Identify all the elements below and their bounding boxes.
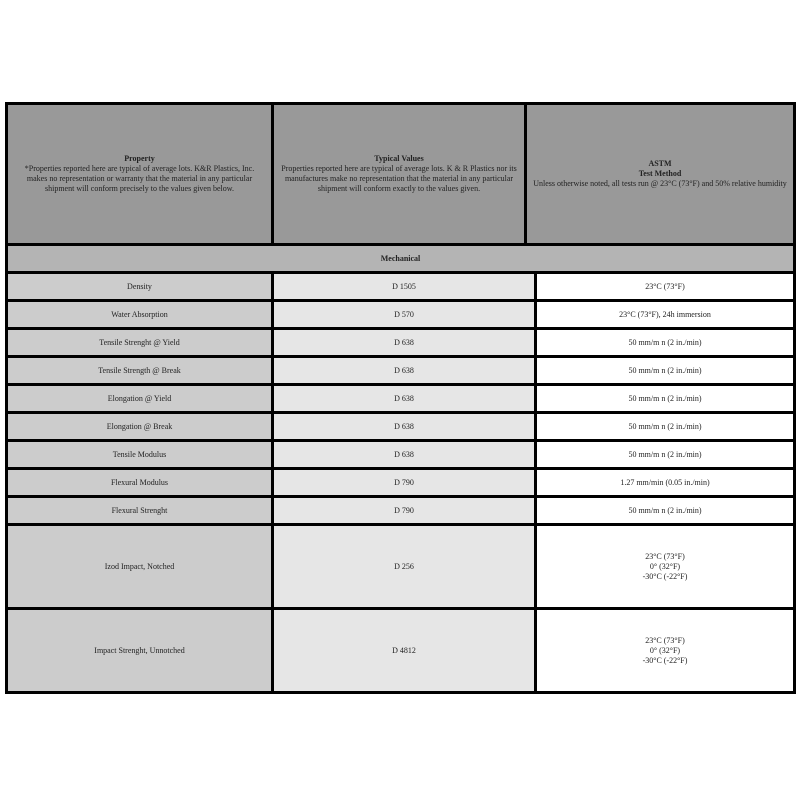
condition-cell bbox=[534, 355, 796, 386]
astm-value: D 256 bbox=[394, 561, 414, 571]
astm-cell bbox=[271, 299, 537, 330]
table-row bbox=[5, 355, 796, 383]
property-label: Elongation @ Yield bbox=[107, 393, 172, 403]
astm-cell bbox=[271, 271, 537, 302]
condition-line: 1.27 mm/min (0.05 in./min) bbox=[620, 477, 710, 487]
condition-line: 0° (32°F) bbox=[649, 645, 681, 655]
astm-value: D 638 bbox=[394, 421, 414, 431]
properties-table bbox=[5, 102, 796, 691]
astm-cell bbox=[271, 607, 537, 694]
property-label: Flexural Strenght bbox=[111, 505, 168, 515]
property-label: Impact Strenght, Unnotched bbox=[94, 645, 185, 655]
table-row bbox=[5, 495, 796, 523]
header-astm-title: ASTM bbox=[648, 159, 672, 168]
property-label: Tensile Modulus bbox=[112, 449, 167, 459]
condition-line: 23°C (73°F) bbox=[645, 635, 685, 645]
property-label: Tensile Strength @ Break bbox=[98, 365, 181, 375]
condition-line: -30°C (-22°F) bbox=[642, 571, 688, 581]
astm-cell bbox=[271, 523, 537, 610]
header-typical-values-note: Properties reported here are typical of average lots. K & R Plastics nor its manufactures make no representation that the material in any particular shipment will conform exactly to the values given. bbox=[281, 164, 517, 193]
property-cell bbox=[5, 467, 274, 498]
header-property-note: *Properties reported here are typical of average lots. K&R Plastics, Inc. makes no representation or warranty that the material in any particular shipment will conform precisely to the values given below. bbox=[24, 164, 255, 193]
header-property-title: Property bbox=[124, 154, 155, 163]
astm-cell bbox=[271, 355, 537, 386]
astm-value: D 1505 bbox=[392, 281, 416, 291]
condition-line: -30°C (-22°F) bbox=[642, 655, 688, 665]
astm-cell bbox=[271, 467, 537, 498]
condition-cell bbox=[534, 607, 796, 694]
astm-cell bbox=[271, 411, 537, 442]
property-cell bbox=[5, 607, 274, 694]
condition-line: 50 mm/m n (2 in./min) bbox=[628, 421, 702, 431]
table-row bbox=[5, 439, 796, 467]
property-label: Izod Impact, Notched bbox=[104, 561, 175, 571]
section-row bbox=[5, 243, 796, 271]
table-row bbox=[5, 467, 796, 495]
astm-cell bbox=[271, 439, 537, 470]
condition-line: 23°C (73°F) bbox=[645, 281, 685, 291]
astm-value: D 638 bbox=[394, 449, 414, 459]
header-astm-note: Unless otherwise noted, all tests run @ 23°C (73°F) and 50% relative humidity bbox=[533, 179, 787, 188]
astm-value: D 638 bbox=[394, 393, 414, 403]
header-typical-values bbox=[271, 102, 527, 246]
table-row bbox=[5, 383, 796, 411]
astm-value: D 570 bbox=[394, 309, 414, 319]
header-property bbox=[5, 102, 274, 246]
property-cell bbox=[5, 439, 274, 470]
table-row bbox=[5, 607, 796, 691]
condition-cell bbox=[534, 439, 796, 470]
table-row bbox=[5, 299, 796, 327]
condition-line: 23°C (73°F), 24h immersion bbox=[619, 309, 711, 319]
condition-cell bbox=[534, 327, 796, 358]
section-mechanical: Mechanical bbox=[5, 243, 796, 274]
table-row bbox=[5, 327, 796, 355]
condition-line: 50 mm/m n (2 in./min) bbox=[628, 449, 702, 459]
property-cell bbox=[5, 495, 274, 526]
astm-value: D 638 bbox=[394, 337, 414, 347]
astm-value: D 4812 bbox=[392, 645, 416, 655]
header-astm-subtitle: Test Method bbox=[638, 169, 682, 178]
property-cell bbox=[5, 299, 274, 330]
property-cell bbox=[5, 327, 274, 358]
astm-cell bbox=[271, 495, 537, 526]
header-typical-values-title: Typical Values bbox=[374, 154, 424, 163]
condition-cell bbox=[534, 271, 796, 302]
property-cell bbox=[5, 411, 274, 442]
property-cell bbox=[5, 523, 274, 610]
condition-cell bbox=[534, 523, 796, 610]
header-row bbox=[5, 102, 796, 243]
property-label: Water Absorption bbox=[111, 309, 168, 319]
condition-line: 50 mm/m n (2 in./min) bbox=[628, 505, 702, 515]
condition-line: 50 mm/m n (2 in./min) bbox=[628, 337, 702, 347]
table-row bbox=[5, 411, 796, 439]
condition-cell bbox=[534, 383, 796, 414]
property-cell bbox=[5, 355, 274, 386]
property-cell bbox=[5, 383, 274, 414]
condition-line: 23°C (73°F) bbox=[645, 551, 685, 561]
condition-cell bbox=[534, 467, 796, 498]
astm-value: D 790 bbox=[394, 505, 414, 515]
condition-line: 0° (32°F) bbox=[649, 561, 681, 571]
header-astm bbox=[524, 102, 796, 246]
table-row bbox=[5, 523, 796, 607]
condition-line: 50 mm/m n (2 in./min) bbox=[628, 365, 702, 375]
condition-cell bbox=[534, 411, 796, 442]
condition-line: 50 mm/m n (2 in./min) bbox=[628, 393, 702, 403]
condition-cell bbox=[534, 495, 796, 526]
property-label: Tensile Strenght @ Yield bbox=[99, 337, 180, 347]
table-row bbox=[5, 271, 796, 299]
astm-value: D 638 bbox=[394, 365, 414, 375]
property-label: Elongation @ Break bbox=[106, 421, 173, 431]
property-cell bbox=[5, 271, 274, 302]
astm-value: D 790 bbox=[394, 477, 414, 487]
property-label: Density bbox=[127, 281, 152, 291]
astm-cell bbox=[271, 383, 537, 414]
condition-cell bbox=[534, 299, 796, 330]
property-label: Flexural Modulus bbox=[110, 477, 169, 487]
astm-cell bbox=[271, 327, 537, 358]
